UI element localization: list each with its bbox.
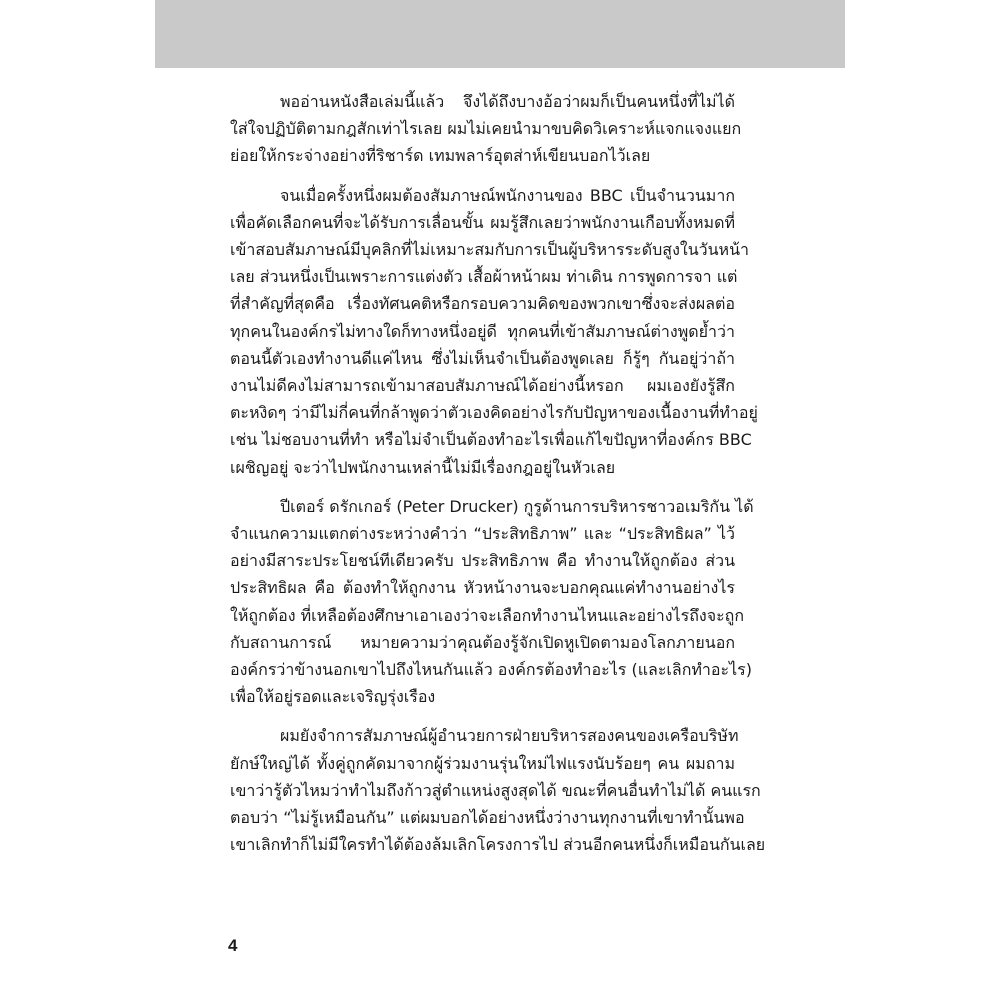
text-line: เพื่อคัดเลือกคนที่จะได้รับการเลื่อนขั้น ผมรู้สึกเลยว่าพนักงานเกือบทั้งหมดที่ [230,212,735,232]
text-line: ยักษ์ใหญ่ได้ ทั้งคู่ถูกคัดมาจากผู้ร่วมงานรุ่นใหม่ไฟแรงนับร้อยๆ คน ผมถาม [230,753,735,773]
text-line: ย่อยให้กระจ่างอย่างที่ริชาร์ด เทมพลาร์อุตส่าห์เขียนบอกไว้เลย [230,146,651,166]
text-line: ตะหงิดๆ ว่ามีไม่กี่คนที่กล้าพูดว่าตัวเองคิดอย่างไรกับปัญหาของเนื้องานที่ทำอยู่ [230,403,758,423]
text-line: เข้าสอบสัมภาษณ์มีบุคลิกที่ไม่เหมาะสมกับการเป็นผู้บริหารระดับสูงในวันหน้า [230,240,750,260]
text-line: เขาเลิกทำก็ไม่มีใครทำได้ต้องล้มเลิกโครงการไป ส่วนอีกคนหนึ่งก็เหมือนกันเลย [230,835,766,855]
text-line: ใส่ใจปฏิบัติตามกฎสักเท่าไรเลย ผมไม่เคยนำมาขบคิดวิเคราะห์แจกแจงแยก [230,119,742,139]
text-line: ตอนนี้ตัวเองทำงานดีแค่ไหน ซึ่งไม่เห็นจำเป็นต้องพูดเลย ก็รู้ๆ กันอยู่ว่าถ้า [230,348,735,368]
header-band [155,0,845,68]
text-line: งานไม่ดีคงไม่สามารถเข้ามาสอบสัมภาษณ์ได้อย่างนี้หรอก ผมเองยังรู้สึก [230,376,735,396]
text-line: เพื่อให้อยู่รอดและเจริญรุ่งเรือง [230,687,436,707]
text-line: ปีเตอร์ ดรักเกอร์ (Peter Drucker) กูรูด้านการบริหารชาวอเมริกัน ได้ [280,496,754,516]
text-line: ทุกคนในองค์กรไม่ทางใดก็ทางหนึ่งอยู่ดี ทุกคนที่เข้าสัมภาษณ์ต่างพูดย้ำว่า [230,321,735,341]
text-line: องค์กรว่าข้างนอกเขาไปถึงไหนกันแล้ว องค์กรต้องทำอะไร (และเลิกทำอะไร) [230,660,752,680]
text-line: เผชิญอยู่ จะว่าไปพนักงานเหล่านี้ไม่มีเรื่องกฎอยู่ในหัวเลย [230,457,616,477]
paragraph-3 [230,493,754,711]
paragraph-4 [230,722,766,858]
text-line: เขาว่ารู้ตัวไหมว่าทำไมถึงก้าวสู่ตำแหน่งสูงสุดได้ ขณะที่คนอื่นทำไม่ได้ คนแรก [230,780,761,800]
text-line: เช่น ไม่ชอบงานที่ทำ หรือไม่จำเป็นต้องทำอะไรเพื่อแก้ไขปัญหาที่องค์กร BBC [230,430,752,450]
paragraph-1 [230,88,742,170]
paragraph-2 [230,182,758,481]
text-line: จำแนกความแตกต่างระหว่างคำว่า “ประสิทธิภาพ” และ “ประสิทธิผล” ไว้ [230,524,735,544]
text-line: กับสถานการณ์ หมายความว่าคุณต้องรู้จักเปิดหูเปิดตามองโลกภายนอก [230,632,735,652]
text-line: จนเมื่อครั้งหนึ่งผมต้องสัมภาษณ์พนักงานของ BBC เป็นจำนวนมาก [280,185,735,205]
text-line: ตอบว่า “ไม่รู้เหมือนกัน” แต่ผมบอกได้อย่างหนึ่งว่างานทุกงานที่เขาทำนั้นพอ [230,808,745,828]
text-line: อย่างมีสาระประโยชน์ทีเดียวครับ ประสิทธิภาพ คือ ทำงานให้ถูกต้อง ส่วน [230,551,735,571]
text-line: ประสิทธิผล คือ ต้องทำให้ถูกงาน หัวหน้างานจะบอกคุณแค่ทำงานอย่างไร [230,578,735,598]
text-line: ให้ถูกต้อง ที่เหลือต้องศึกษาเอาเองว่าจะเลือกทำงานไหนและอย่างไรถึงจะถูก [230,605,745,625]
text-line: ผมยังจำการสัมภาษณ์ผู้อำนวยการฝ่ายบริหารสองคนของเครือบริษัท [280,726,739,746]
text-line: พออ่านหนังสือเล่มนี้แล้ว จึงได้ถึงบางอ้อว่าผมก็เป็นคนหนึ่งที่ไม่ได้ [280,92,735,111]
body-text [230,88,766,870]
text-line: เลย ส่วนหนึ่งเป็นเพราะการแต่งตัว เสื้อผ้าหน้าผม ท่าเดิน การพูดการจา แต่ [230,267,738,287]
page-number: 4 [228,936,238,955]
text-line: ที่สำคัญที่สุดคือ เรื่องทัศนคติหรือกรอบความคิดของพวกเขาซึ่งจะส่งผลต่อ [230,294,735,314]
